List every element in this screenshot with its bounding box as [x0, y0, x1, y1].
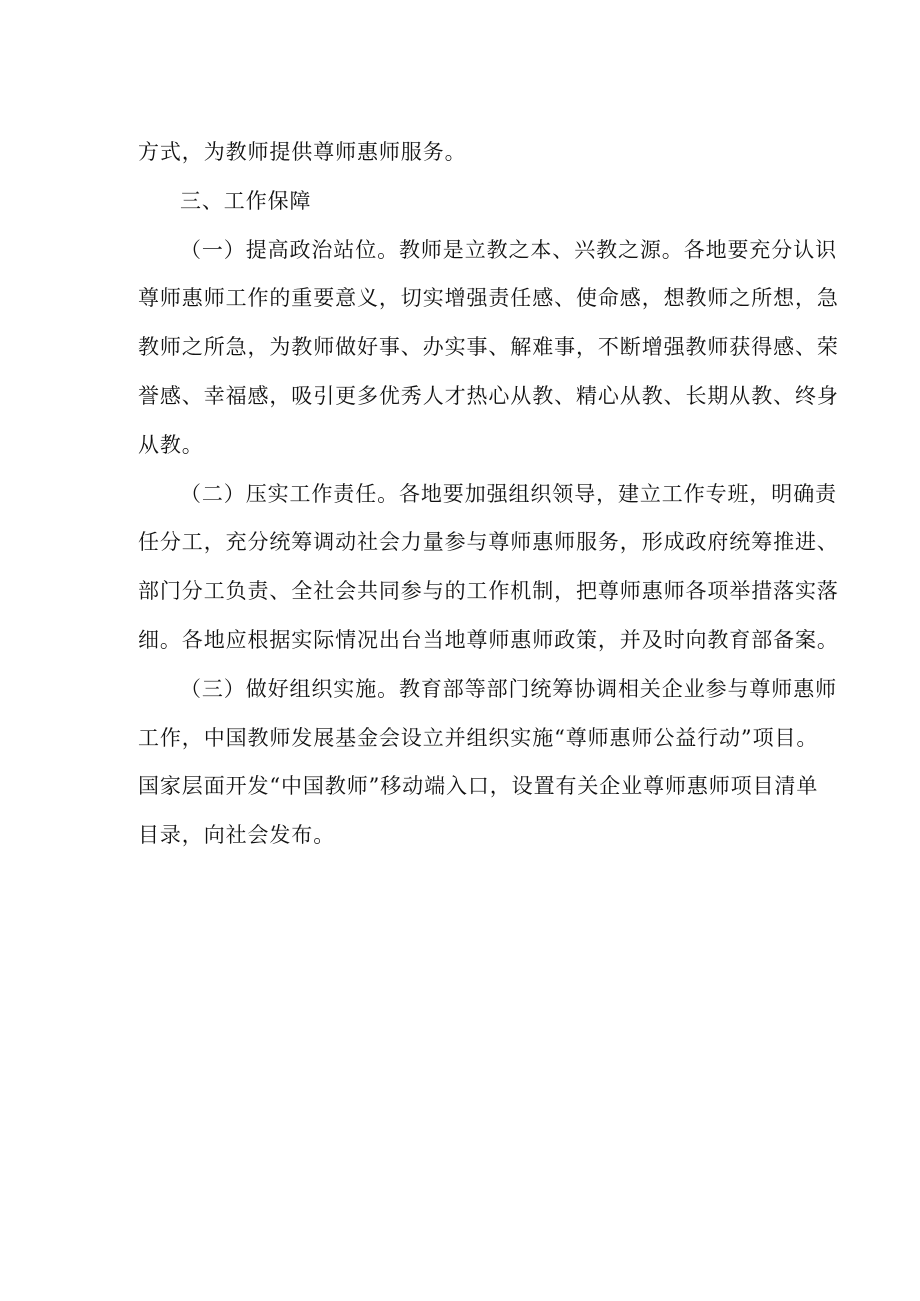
- text-line-continuation: 方式，为教师提供尊师惠师服务。: [138, 140, 467, 164]
- paragraph-3-line: （三）做好组织实施。教育部等部门统筹协调相关企业参与尊师惠师: [180, 676, 837, 701]
- section-heading-work-guarantee: 三、工作保障: [180, 188, 312, 213]
- paragraph-1-line: 尊师惠师工作的重要意义，切实增强责任感、使命感，想教师之所想，急: [138, 286, 839, 311]
- document-body: [138, 128, 839, 860]
- paragraph-1-line: 教师之所急，为教师做好事、办实事、解难事，不断增强教师获得感、荣: [138, 335, 839, 360]
- paragraph-2-line: 任分工，充分统筹调动社会力量参与尊师惠师服务，形成政府统筹推进、: [138, 530, 839, 555]
- paragraph-2-line: （二）压实工作责任。各地要加强组织领导，建立工作专班，明确责: [180, 481, 837, 506]
- paragraph-3-line: 国家层面开发“中国教师”移动端入口，设置有关企业尊师惠师项目清单: [138, 774, 819, 799]
- paragraph-2-line: 部门分工负责、全社会共同参与的工作机制，把尊师惠师各项举措落实落: [138, 579, 839, 604]
- paragraph-1-line: （一）提高政治站位。教师是立教之本、兴教之源。各地要充分认识: [180, 237, 837, 262]
- paragraph-2-line: 细。各地应根据实际情况出台当地尊师惠师政策，并及时向教育部备案。: [138, 627, 839, 652]
- paragraph-1-line: 誉感、幸福感，吸引更多优秀人才热心从教、精心从教、长期从教、终身: [138, 383, 839, 408]
- paragraph-3-line: 目录，向社会发布。: [138, 823, 336, 848]
- paragraph-1-line: 从教。: [138, 432, 204, 457]
- paragraph-3-line: 工作，中国教师发展基金会设立并组织实施“尊师惠师公益行动”项目。: [138, 725, 819, 750]
